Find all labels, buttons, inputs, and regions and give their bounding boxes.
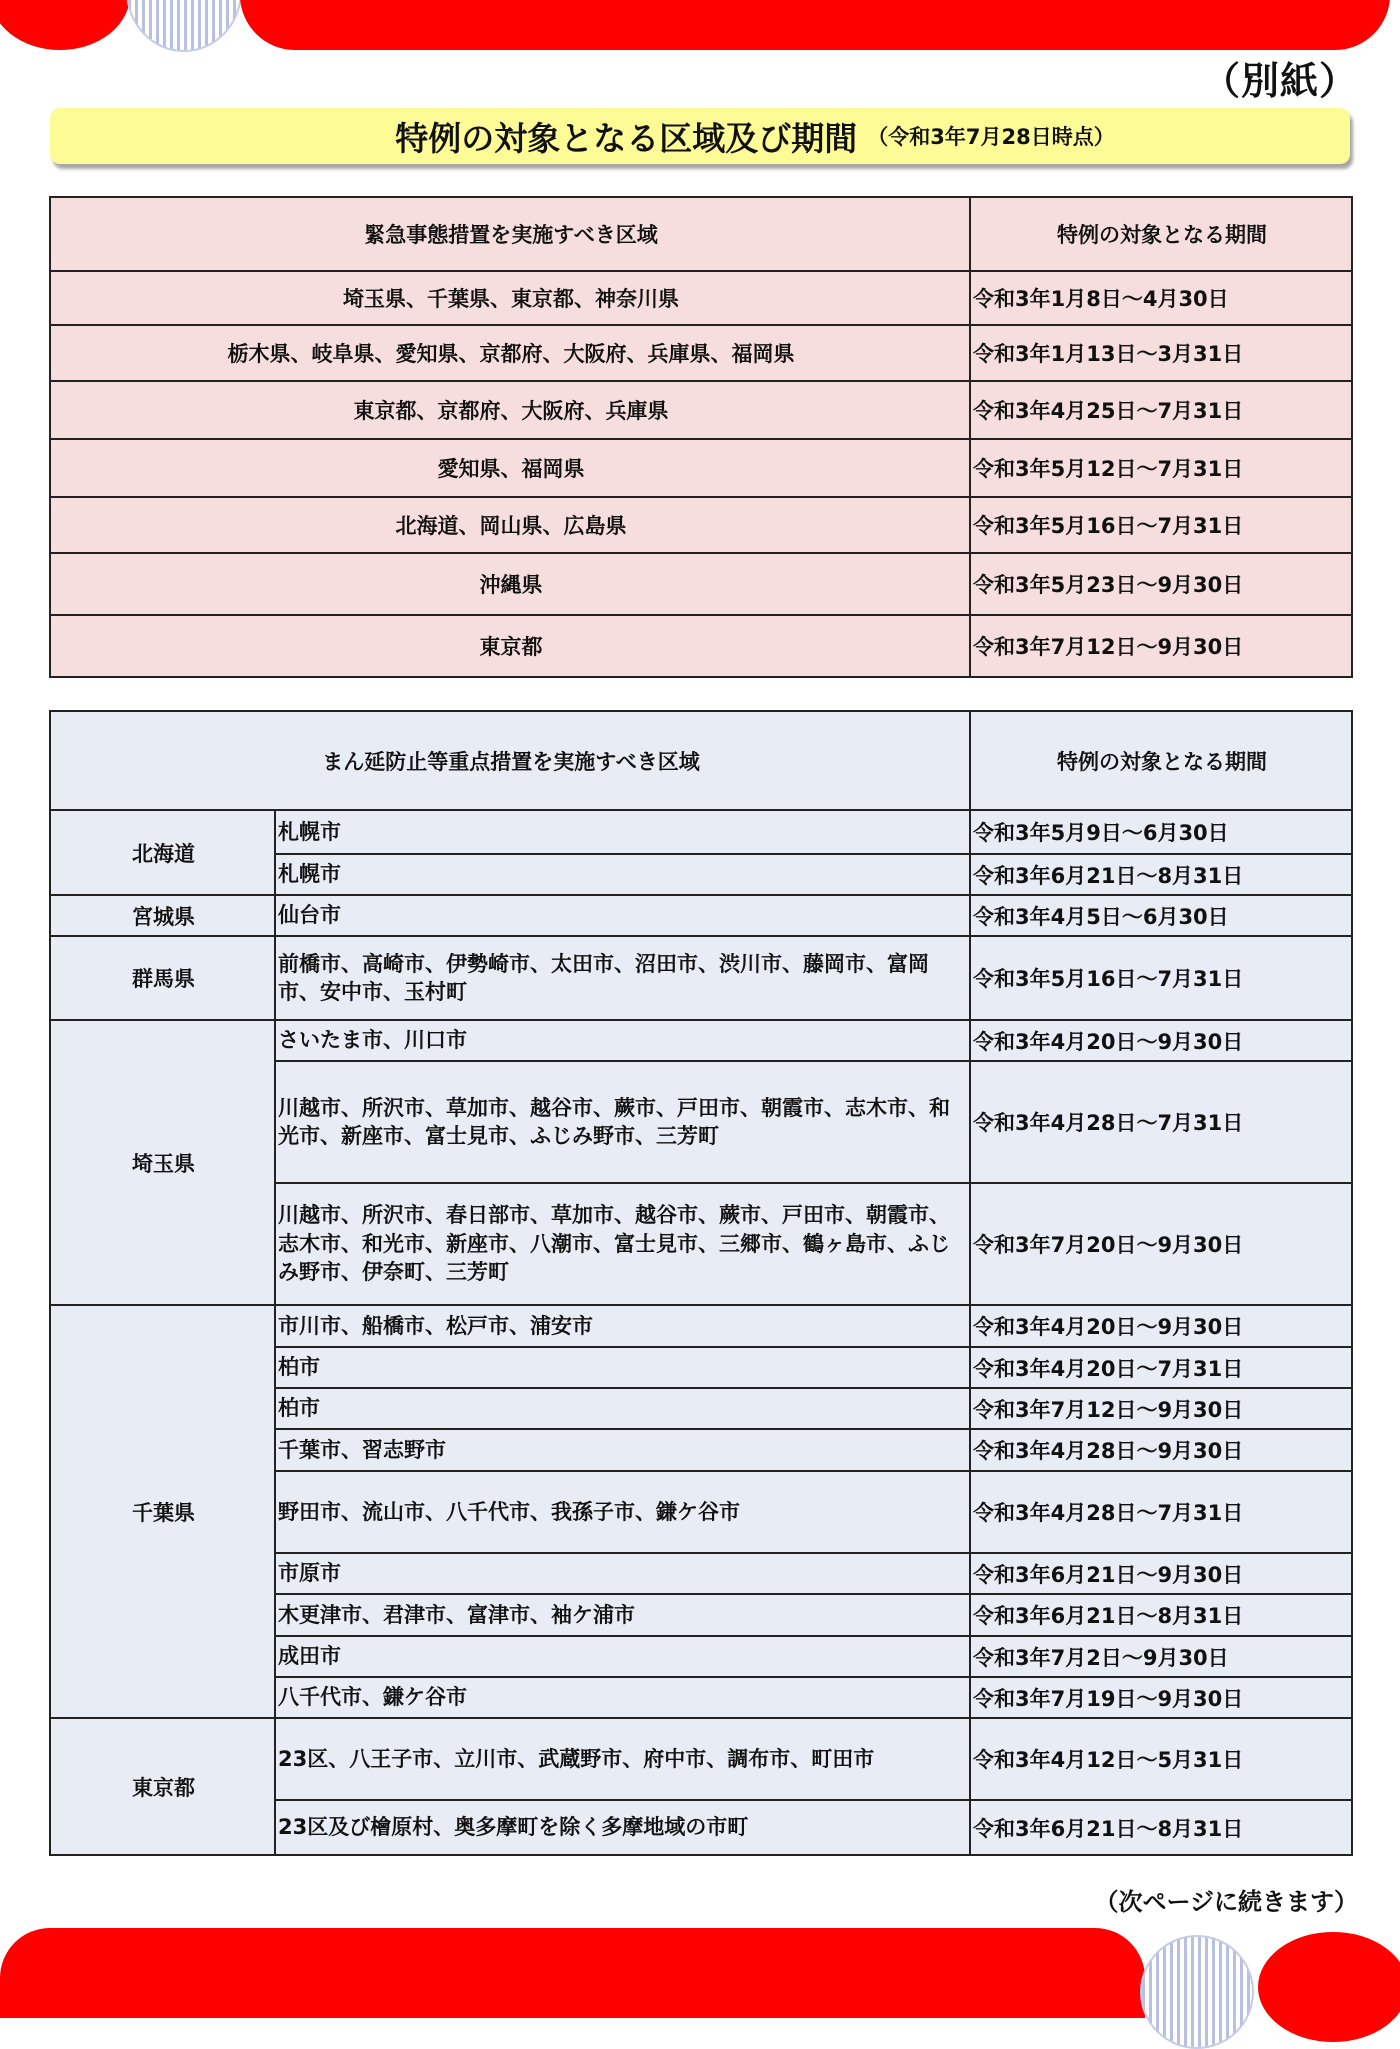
period-cell: 令和3年7月12日～9月30日 xyxy=(970,615,1352,677)
table-row xyxy=(50,615,1352,677)
cities-cell: 前橋市、高崎市、伊勢崎市、太田市、沼田市、渋川市、藤岡市、富岡市、安中市、玉村町 xyxy=(275,936,970,1020)
prefecture-cell: 宮城県 xyxy=(50,895,275,936)
table-header-row xyxy=(50,197,1352,271)
cities-cell: さいたま市、川口市 xyxy=(275,1020,970,1061)
prefecture-cell: 北海道 xyxy=(50,810,275,895)
area-cell: 東京都 xyxy=(50,615,970,677)
header-area: 緊急事態措置を実施すべき区域 xyxy=(50,197,970,271)
area-cell: 愛知県、福岡県 xyxy=(50,439,970,497)
cities-cell: 野田市、流山市、八千代市、我孫子市、鎌ケ谷市 xyxy=(275,1471,970,1553)
cities-cell: 成田市 xyxy=(275,1636,970,1677)
period-cell: 令和3年4月20日～7月31日 xyxy=(970,1347,1352,1388)
emergency-measures-table xyxy=(49,196,1353,678)
table-row xyxy=(50,1305,1352,1347)
header-period: 特例の対象となる期間 xyxy=(970,711,1352,810)
title-banner xyxy=(50,108,1350,164)
prefecture-cell: 群馬県 xyxy=(50,936,275,1020)
header-area: まん延防止等重点措置を実施すべき区域 xyxy=(50,711,970,810)
cities-cell: 札幌市 xyxy=(275,810,970,854)
table-row xyxy=(50,497,1352,553)
period-cell: 令和3年4月28日～7月31日 xyxy=(970,1061,1352,1183)
table-row xyxy=(50,439,1352,497)
decor-red-band-top xyxy=(240,0,1390,50)
page-title: 特例の対象となる区域及び期間 xyxy=(395,118,858,158)
cities-cell: 札幌市 xyxy=(275,854,970,895)
decor-red-circle-top-left xyxy=(0,0,130,50)
period-cell: 令和3年1月13日～3月31日 xyxy=(970,325,1352,381)
header-period: 特例の対象となる期間 xyxy=(970,197,1352,271)
period-cell: 令和3年5月12日～7月31日 xyxy=(970,439,1352,497)
decor-red-band-bottom xyxy=(0,1928,1145,2018)
decor-striped-circle-top xyxy=(126,0,242,52)
period-cell: 令和3年6月21日～8月31日 xyxy=(970,1594,1352,1636)
cities-cell: 千葉市、習志野市 xyxy=(275,1429,970,1471)
cities-cell: 市川市、船橋市、松戸市、浦安市 xyxy=(275,1305,970,1347)
period-cell: 令和3年4月25日～7月31日 xyxy=(970,381,1352,439)
cities-cell: 仙台市 xyxy=(275,895,970,936)
appendix-label: （別紙） xyxy=(1201,59,1358,103)
area-cell: 埼玉県、千葉県、東京都、神奈川県 xyxy=(50,271,970,325)
period-cell: 令和3年5月16日～7月31日 xyxy=(970,936,1352,1020)
decor-striped-circle-bottom xyxy=(1140,1935,1254,2049)
table-row xyxy=(50,1020,1352,1061)
period-cell: 令和3年7月12日～9月30日 xyxy=(970,1388,1352,1429)
table-header-row xyxy=(50,711,1352,810)
cities-cell: 柏市 xyxy=(275,1347,970,1388)
cities-cell: 23区、八王子市、立川市、武蔵野市、府中市、調布市、町田市 xyxy=(275,1718,970,1800)
page-title-date: （令和3年7月28日時点） xyxy=(867,125,1115,149)
priority-measures-table xyxy=(49,710,1353,1856)
prefecture-cell: 東京都 xyxy=(50,1718,275,1855)
period-cell: 令和3年5月9日～6月30日 xyxy=(970,810,1352,854)
prefecture-cell: 千葉県 xyxy=(50,1305,275,1718)
period-cell: 令和3年4月20日～9月30日 xyxy=(970,1020,1352,1061)
prefecture-cell: 埼玉県 xyxy=(50,1020,275,1305)
period-cell: 令和3年4月28日～9月30日 xyxy=(970,1429,1352,1471)
period-cell: 令和3年4月5日～6月30日 xyxy=(970,895,1352,936)
cities-cell: 市原市 xyxy=(275,1553,970,1594)
period-cell: 令和3年7月20日～9月30日 xyxy=(970,1183,1352,1305)
table-row xyxy=(50,810,1352,854)
decor-red-circle-bottom-right xyxy=(1258,1932,1400,2042)
period-cell: 令和3年7月2日～9月30日 xyxy=(970,1636,1352,1677)
cities-cell: 木更津市、君津市、富津市、袖ケ浦市 xyxy=(275,1594,970,1636)
period-cell: 令和3年4月12日～5月31日 xyxy=(970,1718,1352,1800)
table-row xyxy=(50,936,1352,1020)
cities-cell: 川越市、所沢市、春日部市、草加市、越谷市、蕨市、戸田市、朝霞市、志木市、和光市、新座市、八潮市、富士見市、三郷市、鶴ヶ島市、ふじみ野市、伊奈町、三芳町 xyxy=(275,1183,970,1305)
table-row xyxy=(50,895,1352,936)
table-row xyxy=(50,271,1352,325)
area-cell: 東京都、京都府、大阪府、兵庫県 xyxy=(50,381,970,439)
period-cell: 令和3年5月16日～7月31日 xyxy=(970,497,1352,553)
period-cell: 令和3年4月20日～9月30日 xyxy=(970,1305,1352,1347)
period-cell: 令和3年6月21日～9月30日 xyxy=(970,1553,1352,1594)
cities-cell: 柏市 xyxy=(275,1388,970,1429)
continued-note: （次ページに続きます） xyxy=(1094,1888,1358,1916)
table-row xyxy=(50,381,1352,439)
table-row xyxy=(50,1718,1352,1800)
period-cell: 令和3年6月21日～8月31日 xyxy=(970,854,1352,895)
period-cell: 令和3年1月8日～4月30日 xyxy=(970,271,1352,325)
period-cell: 令和3年7月19日～9月30日 xyxy=(970,1677,1352,1718)
period-cell: 令和3年6月21日～8月31日 xyxy=(970,1800,1352,1855)
period-cell: 令和3年4月28日～7月31日 xyxy=(970,1471,1352,1553)
period-cell: 令和3年5月23日～9月30日 xyxy=(970,553,1352,615)
table-row xyxy=(50,553,1352,615)
table-row xyxy=(50,325,1352,381)
cities-cell: 23区及び檜原村、奥多摩町を除く多摩地域の市町 xyxy=(275,1800,970,1855)
cities-cell: 川越市、所沢市、草加市、越谷市、蕨市、戸田市、朝霞市、志木市、和光市、新座市、富士見市、ふじみ野市、三芳町 xyxy=(275,1061,970,1183)
area-cell: 沖縄県 xyxy=(50,553,970,615)
cities-cell: 八千代市、鎌ケ谷市 xyxy=(275,1677,970,1718)
area-cell: 北海道、岡山県、広島県 xyxy=(50,497,970,553)
area-cell: 栃木県、岐阜県、愛知県、京都府、大阪府、兵庫県、福岡県 xyxy=(50,325,970,381)
